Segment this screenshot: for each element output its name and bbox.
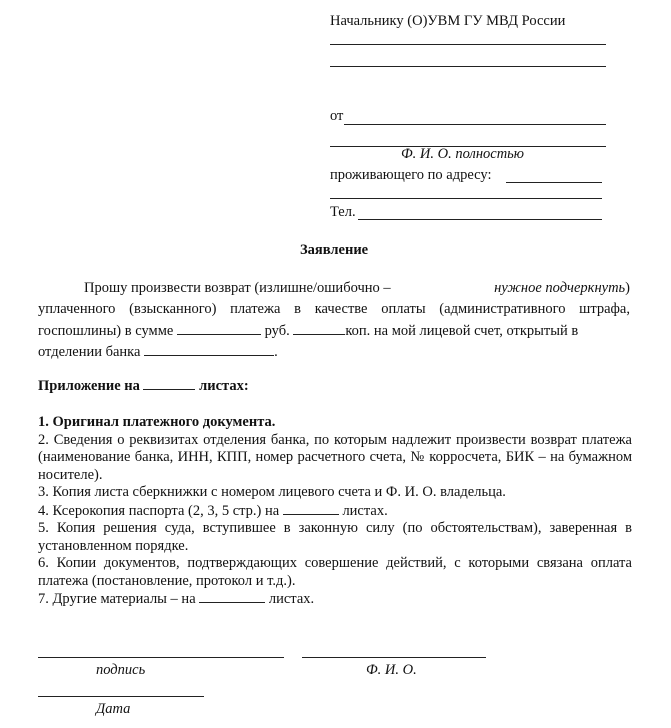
signature-fio-caption: Ф. И. О. xyxy=(366,662,417,678)
address-line[interactable] xyxy=(506,182,602,183)
date-caption: Дата xyxy=(96,701,131,717)
fio-full-caption: Ф. И. О. полностью xyxy=(401,146,524,162)
body-line-4 xyxy=(38,343,278,361)
body-paren: ) xyxy=(625,280,630,296)
appendix-item-4 xyxy=(38,502,632,521)
addressee-line-1[interactable] xyxy=(330,44,606,45)
signature-fio-line[interactable] xyxy=(302,657,486,658)
kop-label: коп. на мой лицевой счет, открытый в xyxy=(345,323,579,339)
appendix-item-7-end: листах. xyxy=(268,591,315,607)
appendix-item-7-text: 7. Другие материалы – на xyxy=(38,591,196,607)
passport-sheets-field[interactable] xyxy=(283,502,339,515)
appendix-item-7 xyxy=(38,590,632,609)
appendix-item-4-end: листах. xyxy=(342,502,388,519)
bank-period: . xyxy=(274,344,278,360)
appendix-item-5: 5. Копия решения суда, вступившее в законную силу (по обстоятельствам), заверенная в установленном порядке. xyxy=(38,520,632,554)
amount-rub-field[interactable] xyxy=(177,322,261,335)
signature-caption: подпись xyxy=(96,662,146,678)
appendix-list xyxy=(38,414,632,609)
body-line-2: уплаченного (взысканного) платежа в качестве оплаты (административного штрафа, xyxy=(38,301,630,317)
appendix-sheets-field[interactable] xyxy=(143,377,195,390)
amount-kop-field[interactable] xyxy=(293,322,345,335)
appendix-heading-text: Приложение на xyxy=(38,378,140,394)
appendix-item-6: 6. Копии документов, подтверждающих совершение действий, с которыми связана оплата платежа (постановление, протокол и т.д.). xyxy=(38,555,632,589)
appendix-item-4-text: 4. Ксерокопия паспорта (2, 3, 5 стр.) на xyxy=(38,502,280,519)
phone-label: Тел. xyxy=(330,204,356,220)
bank-label: отделении банка xyxy=(38,344,141,360)
address-label: проживающего по адресу: xyxy=(330,167,492,183)
appendix-item-3: 3. Копия листа сберкнижки с номером лицевого счета и Ф. И. О. владельца. xyxy=(38,484,506,500)
address-line-2[interactable] xyxy=(330,198,602,199)
body-underline-note: нужное подчеркнуть xyxy=(494,280,626,296)
from-fio-line[interactable] xyxy=(344,124,606,125)
rub-label: руб. xyxy=(264,323,290,339)
bank-field[interactable] xyxy=(144,343,274,356)
signature-line[interactable] xyxy=(38,657,284,658)
appendix-item-2: 2. Сведения о реквизитах отделения банка, по которым надлежит произвести возврат платежа (наименование банка, ИНН, КПП, номер расчетного счета, № корросчета, БИК – на бумажном носителе). xyxy=(38,431,632,483)
document-title: Заявление xyxy=(300,242,369,258)
body-line-3 xyxy=(38,322,578,340)
other-sheets-field[interactable] xyxy=(199,590,265,603)
addressee-line-2[interactable] xyxy=(330,66,606,67)
date-line[interactable] xyxy=(38,696,204,697)
body-request-text: Прошу произвести возврат (излишне/ошибочно – xyxy=(84,280,391,296)
appendix-heading-end: листах: xyxy=(199,378,249,394)
amount-label: госпошлины) в сумме xyxy=(38,323,174,339)
appendix-item-1: 1. Оригинал платежного документа. xyxy=(38,414,276,430)
addressee: Начальнику (О)УВМ ГУ МВД России xyxy=(330,13,566,29)
from-label: от xyxy=(330,108,344,124)
body-line-1 xyxy=(84,280,630,297)
appendix-heading xyxy=(38,377,249,395)
phone-line[interactable] xyxy=(358,219,602,220)
